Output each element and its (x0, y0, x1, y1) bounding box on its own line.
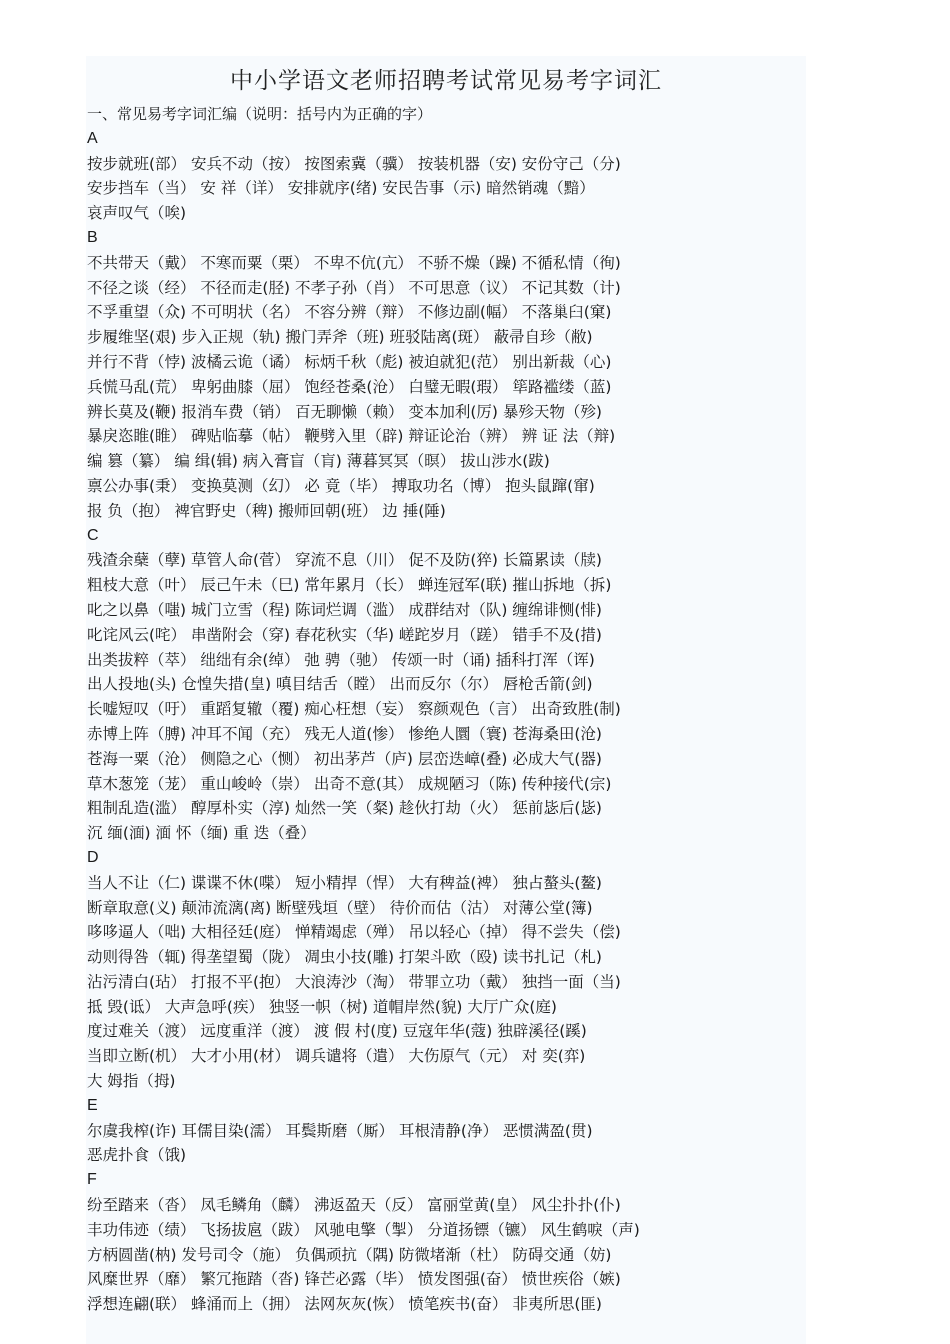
word-line: 叱之以鼻（嗤) 城门立雪（程) 陈词烂调（滥） 成群结对（队) 缠绵诽恻(悱) (87, 600, 602, 619)
word-line: 度过难关（渡） 远度重洋（渡） 渡 假 村(度) 豆寇年华(蔻) 独辟溪径(蹊) (87, 1022, 587, 1041)
section-heading-d: D (87, 848, 99, 866)
word-line: 当人不让（仁) 谍谍不休(喋） 短小精捍（悍） 大有稗益(裨） 独占螯头(鳌) (87, 873, 602, 892)
word-line: 大 姆指（拇) (87, 1072, 176, 1091)
word-line: 苍海一粟（沧） 侧隐之心（恻） 初出茅芦（庐) 层峦迭嶂(叠) 必成大气(器) (87, 749, 602, 768)
word-line: 方柄圆凿(枘) 发号司令（施） 负偶顽抗（隅) 防微堵渐（杜） 防碍交通（妨) (87, 1245, 612, 1264)
word-line: 残渣余蘖（孽) 草管人命(菅） 穿流不息（川） 促不及防(猝) 长篇累读（牍) (87, 551, 602, 570)
word-line: 当即立断(机） 大才小用(材） 调兵谴将（遣） 大伤原气（元） 对 奕(弈) (87, 1047, 586, 1066)
section-heading-c: C (87, 526, 99, 544)
word-line: 恶虎扑食（饿) (87, 1146, 187, 1165)
word-line: 不孚重望（众) 不可明状（名） 不容分辨（辩） 不修边副(幅） 不落巢臼(窠) (87, 303, 612, 322)
word-line: 浮想连翩(联） 蜂涌而上（拥） 法网灰灰(恢） 愤笔疾书(奋） 非夷所思(匪) (87, 1295, 602, 1314)
word-line: 粗制乱造(滥） 醇厚朴实（淳) 灿然一笑（粲) 趁伙打劫（火） 惩前毖后(毖) (87, 799, 602, 818)
word-line: 沾污清白(玷） 打报不平(抱） 大浪涛沙（淘） 带罪立功（戴） 独挡一面（当) (87, 972, 621, 991)
word-line: 出人投地(头) 仓惶失措(皇) 嗔目结舌（瞠） 出而反尔（尔） 唇枪舌箭(剑) (87, 675, 593, 694)
word-line: 叱诧风云(咤） 串凿附会（穿) 春花秋实（华) 嵯跎岁月（蹉） 错手不及(措) (87, 625, 602, 644)
word-line: 风糜世界（靡） 繁冗拖踏（沓) 锋芒必露（毕） 愤发图强(奋） 愤世疾俗（嫉) (87, 1270, 621, 1289)
word-line: 哆哆逼人（咄) 大相径廷(庭） 惮精竭虑（殚） 吊以轻心（掉） 得不尝失（偿) (87, 923, 621, 942)
word-line: 赤博上阵（膊) 冲耳不闻（充） 残无人道(惨） 惨绝人圜（寰) 苍海桑田(沧) (87, 724, 602, 743)
section-heading-b: B (87, 228, 98, 246)
word-line: 禀公办事(秉） 变换莫测（幻） 必 竟（毕） 搏取功名（博） 抱头鼠蹿(窜) (87, 476, 595, 495)
word-line: 兵慌马乱(荒） 卑躬曲膝（屈） 饱经苍桑(沧） 白璧无暇(瑕） 筚路褴缕（蓝) (87, 377, 612, 396)
word-line: 纷至踏来（沓） 凤毛鳞角（麟） 沸返盈天（反） 富丽堂黄(皇） 风尘扑扑(仆) (87, 1196, 621, 1215)
word-line: 安步挡车（当） 安 祥（详） 安排就序(绪) 安民告事（示) 暗然销魂（黯） (87, 179, 595, 198)
word-line: 暴戾恣睢(睢） 碑贴临摹（帖） 鞭劈入里（辟) 辩证论治（辨） 辨 证 法（辩) (87, 427, 616, 446)
word-line: 粗枝大意（叶） 辰己午未（巳) 常年累月（长） 蝉连冠军(联) 摧山拆地（拆) (87, 576, 612, 595)
word-line: 抵 毁(诋） 大声急呼(疾） 独竖一帜（树) 道帽岸然(貌) 大厅广众(庭) (87, 997, 557, 1016)
intro-text: 一、常见易考字词汇编（说明：括号内为正确的字） (87, 105, 433, 123)
word-line: 报 负（抱） 裨官野史（稗) 搬师回朝(班） 边 捶(陲) (87, 501, 446, 520)
section-heading-a: A (87, 129, 98, 147)
word-line: 辨长莫及(鞭) 报消车费（销） 百无聊懒（赖） 变本加利(厉) 暴殄天物（殄) (87, 402, 602, 421)
document-title: 中小学语文老师招聘考试常见易考字词汇 (230, 68, 662, 94)
word-line: 长嘘短叹（吁） 重蹈复辙（覆) 痴心枉想（妄） 察颜观色（言） 出奇致胜(制) (87, 700, 621, 719)
word-line: 动则得咎（辄) 得垄望蜀（陇） 凋虫小技(雕) 打架斗欧（殴) 读书扎记（札) (87, 948, 602, 967)
word-line: 丰功伟迹（绩） 飞扬拔扈（跋） 风驰电擎（掣） 分道扬镖（镳） 风生鹤唳（声) (87, 1220, 640, 1239)
section-heading-f: F (87, 1171, 97, 1189)
document-page (86, 56, 806, 1344)
section-heading-e: E (87, 1096, 98, 1114)
word-line: 出类拔粹（萃） 绌绌有余(绰） 弛 骋（驰） 传颂一时（诵) 插科打浑（诨) (87, 650, 595, 669)
word-line: 尔虞我榨(诈) 耳儒目染(濡） 耳鬓斯磨（厮） 耳根清静(净） 恶惯满盈(贯) (87, 1121, 593, 1140)
word-line: 按步就班(部） 安兵不动（按） 按图索冀（骥） 按装机器（安) 安份守己（分) (87, 154, 621, 173)
word-line: 编 篡（纂） 编 缉(辑) 病入膏盲（肓) 薄暮冥冥（暝） 拔山涉水(跋) (87, 452, 550, 471)
word-line: 不径之谈（经） 不径而走(胫) 不孝子孙（肖） 不可思意（议） 不记其数（计) (87, 278, 621, 297)
word-line: 草木葱笼（茏） 重山峻岭（崇） 出奇不意(其） 成规陋习（陈) 传种接代(宗) (87, 774, 612, 793)
word-line: 断章取意(义) 颠沛流漓(离) 断壁残垣（壁） 待价而估（沽） 对薄公堂(簿) (87, 898, 593, 917)
word-line: 步履维坚(艰) 步入正规（轨) 搬门弄斧（班) 班驳陆离(斑） 蔽帚自珍（敝) (87, 328, 593, 347)
word-line: 不共带天（戴） 不寒而粟（栗） 不卑不伉(亢） 不骄不燥（躁) 不循私情（徇) (87, 253, 621, 272)
document-body (86, 102, 806, 1317)
word-line: 并行不背（悖) 波橘云诡（谲） 标炳千秋（彪) 被迫就犯(范） 别出新裁（心) (87, 352, 612, 371)
word-line: 哀声叹气（唉) (87, 204, 187, 223)
word-line: 沉 缅(湎) 湎 怀（缅) 重 迭（叠） (87, 824, 316, 843)
